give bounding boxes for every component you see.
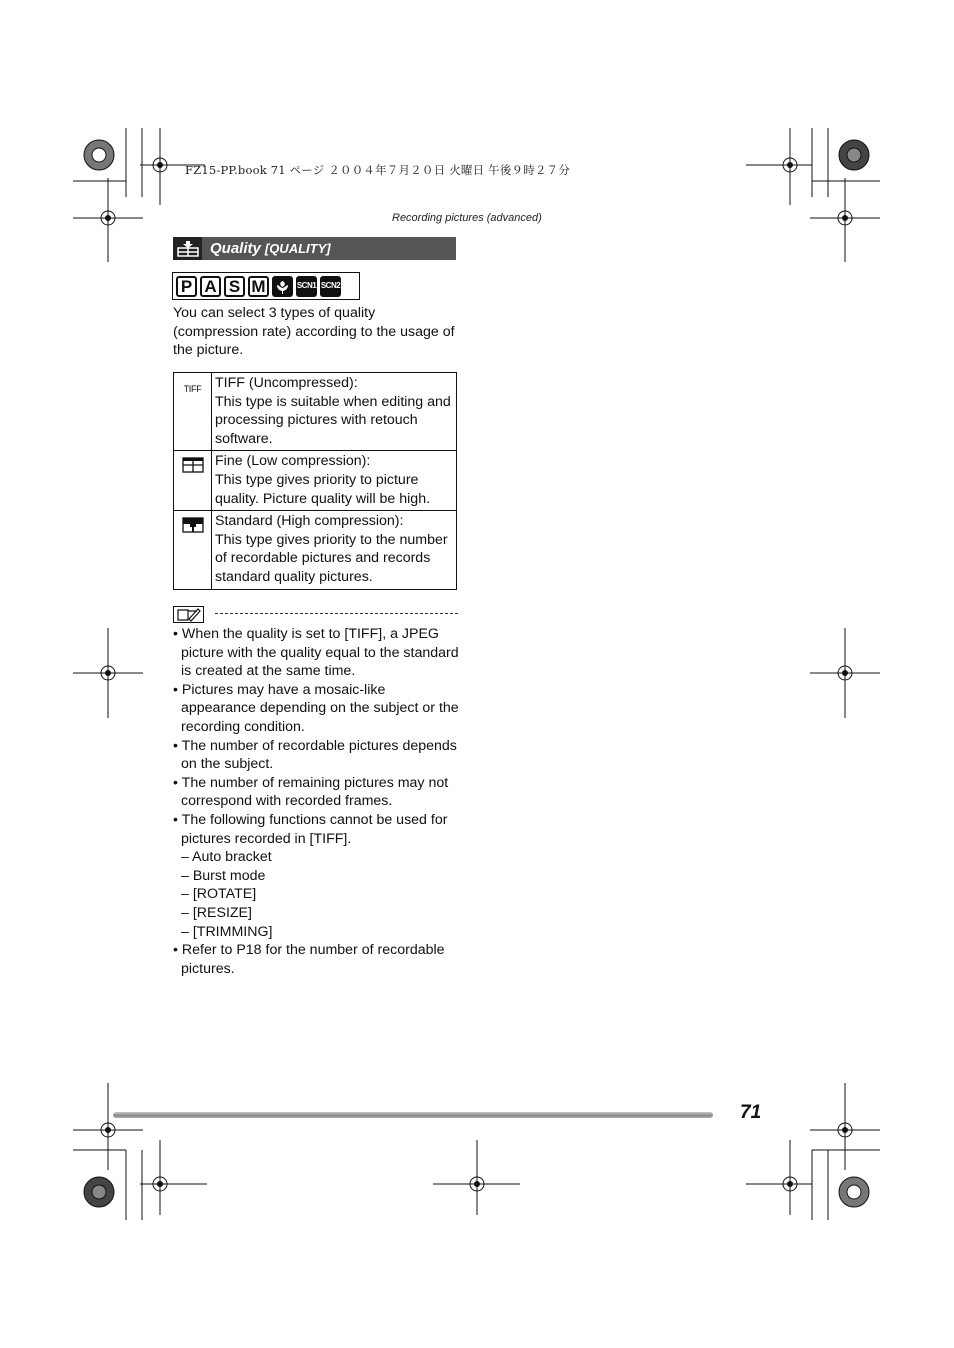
restriction-item: – [TRIMMING]: [181, 923, 273, 940]
mode-p-icon: P: [176, 276, 197, 297]
scene1-mode-icon: SCN1: [296, 276, 317, 297]
table-row: [174, 373, 457, 451]
page-title: Quality [QUALITY]: [210, 240, 331, 257]
mode-a-icon: A: [200, 276, 221, 297]
restriction-item: – Burst mode: [181, 867, 266, 884]
intro-text: You can select 3 types of quality (compression rate) according to the usage of the picture.: [173, 305, 455, 359]
table-row: [174, 511, 457, 589]
list-item: • When the quality is set to [TIFF], a JPEG picture with the quality equal to the standard is created at the same time.: [173, 626, 459, 680]
macro-mode-icon: [272, 276, 293, 297]
quality-desc: This type gives priority to the number of recordable pictures and records standard quality pictures.: [215, 531, 448, 585]
quality-title: Standard (High compression):: [215, 513, 404, 530]
notes-list: [173, 625, 463, 978]
note-divider: [215, 613, 458, 614]
mode-m-icon: M: [248, 276, 269, 297]
print-header: FZ15-PP.book 71 ページ ２００４年７月２０日 火曜日 午後９時２７分: [185, 163, 571, 177]
list-item: • The following functions cannot be used for pictures recorded in [TIFF]. – Auto bracket – Burst mode – [ROTATE] – [RESIZE] – [TRIMMING]: [173, 811, 463, 941]
list-item: • The number of remaining pictures may not correspond with recorded frames.: [173, 774, 449, 810]
list-item: • Refer to P18 for the number of recordable pictures.: [173, 942, 445, 977]
quality-table: [173, 372, 457, 590]
quality-desc: This type is suitable when editing and processing pictures with retouch software.: [215, 393, 451, 447]
restriction-item: – Auto bracket: [181, 849, 272, 866]
quality-title: TIFF (Uncompressed):: [215, 375, 358, 391]
standard-icon: [182, 521, 204, 537]
note-icon: [173, 606, 204, 623]
mode-s-icon: S: [224, 276, 245, 297]
tiff-icon: TIFF: [183, 384, 202, 394]
restriction-item: – [ROTATE]: [181, 886, 257, 903]
footer-bar: [113, 1112, 713, 1118]
page-number: 71: [740, 1102, 762, 1123]
section-header: Recording pictures (advanced): [392, 212, 542, 224]
quality-title: Fine (Low compression):: [215, 453, 371, 470]
quality-desc: This type gives priority to picture quality. Picture quality will be high.: [215, 471, 431, 507]
scene2-mode-icon: SCN2: [320, 276, 341, 297]
list-item: • Pictures may have a mosaic-like appearance depending on the subject or the recording condition.: [173, 681, 459, 735]
table-row: [174, 451, 457, 511]
quality-icon: [173, 237, 202, 260]
restriction-item: – [RESIZE]: [181, 904, 252, 921]
mode-icons: [172, 272, 360, 300]
title-bar: [173, 237, 456, 260]
fine-icon: [182, 461, 204, 477]
list-item: • The number of recordable pictures depends on the subject.: [173, 737, 457, 773]
